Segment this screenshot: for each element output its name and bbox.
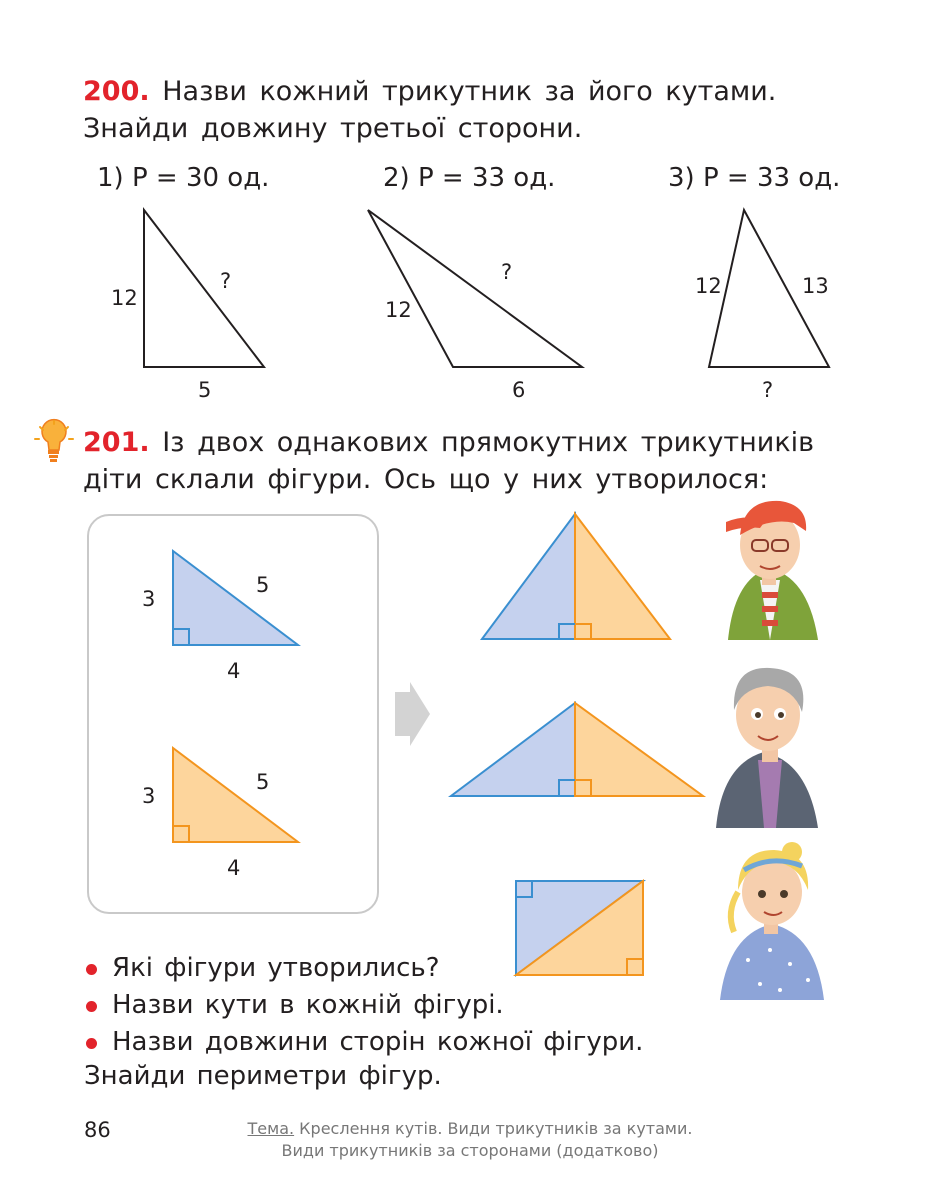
triangle-2-side-right: ?	[501, 260, 513, 284]
topic-line-2: Види трикутників за сторонами (додатково)	[281, 1141, 659, 1160]
question-list	[84, 950, 643, 1061]
obtuse-triangle-2	[368, 210, 582, 367]
final-instruction: Знайди периметри фігур.	[84, 1061, 442, 1091]
triangle-1-side-left: 12	[111, 286, 138, 310]
blue-triangle-leg-b: 4	[227, 659, 241, 683]
task-201-number: 201.	[83, 427, 150, 458]
orange-triangle-leg-b: 4	[227, 856, 241, 880]
triangle-1-side-base: 5	[198, 378, 212, 402]
triangle-3-caption: 3) P = 33 од.	[668, 163, 841, 193]
blue-triangle-leg-a: 3	[142, 587, 156, 611]
bullet-icon	[86, 964, 97, 975]
bullet-icon	[86, 1038, 97, 1049]
boy-in-jacket-illustration	[716, 668, 818, 828]
triangle-2-caption: 2) P = 33 од.	[383, 163, 556, 193]
triangle-2-side-base: 6	[512, 378, 526, 402]
triangle-3-side-left: 12	[695, 274, 722, 298]
triangle-3-side-base: ?	[762, 378, 774, 402]
task-201-text	[83, 424, 873, 498]
triangle-1-caption: 1) P = 30 од.	[97, 163, 270, 193]
given-triangles-card	[87, 514, 379, 914]
orange-triangle-hyp: 5	[256, 770, 270, 794]
bullet-icon	[86, 1001, 97, 1012]
question-item: Назви довжини сторін кожної фігури.	[84, 1024, 643, 1061]
triangle-1-side-hyp: ?	[220, 269, 232, 293]
triangle-3-side-right: 13	[802, 274, 829, 298]
blue-triangle-hyp: 5	[256, 573, 270, 597]
task-200-number: 200.	[83, 76, 150, 107]
page-number: 86	[84, 1118, 111, 1142]
boy-with-cap-illustration	[726, 501, 818, 640]
question-item: Які фігури утворились?	[84, 950, 643, 987]
task-200-statement: Назви кожний трикутник за його кутами. Знайди довжину третьої сторони.	[83, 76, 777, 144]
orange-triangle-leg-a: 3	[142, 784, 156, 808]
lightbulb-icon	[35, 420, 73, 462]
task-201-statement: Із двох однакових прямокутних трикутників діти склали фігури. Ось що у них утворилося:	[83, 427, 815, 495]
composed-figure-isosceles	[482, 514, 670, 639]
topic-line-1: Креслення кутів. Види трикутників за кутами.	[294, 1119, 693, 1138]
composed-figure-obtuse	[451, 703, 703, 796]
topic-label: Тема.	[247, 1119, 295, 1138]
triangle-2-side-left: 12	[385, 298, 412, 322]
girl-illustration	[720, 842, 824, 1000]
question-item: Назви кути в кожній фігурі.	[84, 987, 643, 1024]
arrow-right-icon	[395, 682, 430, 746]
right-triangle-1	[144, 210, 264, 367]
footer-topic	[180, 1118, 760, 1162]
